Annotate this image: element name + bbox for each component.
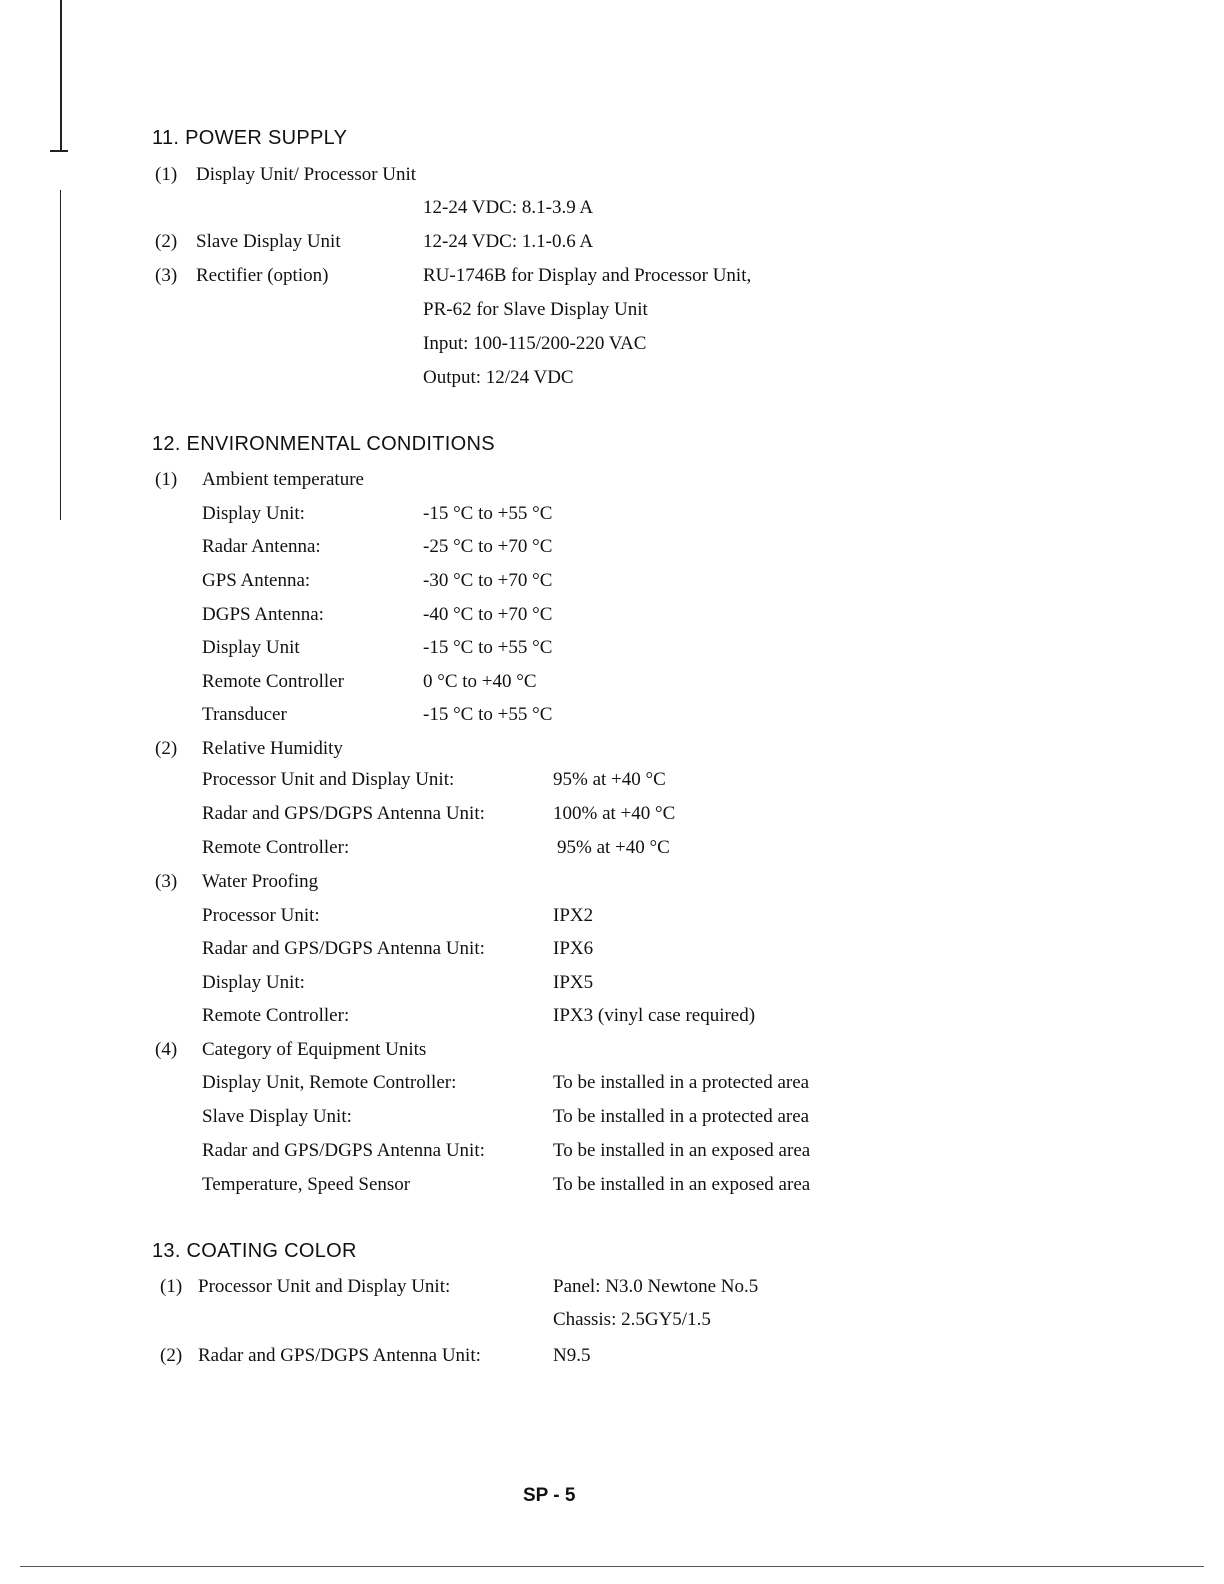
category-row-value: To be installed in an exposed area [553, 1140, 811, 1161]
water-row-label: Remote Controller: [202, 1005, 350, 1026]
temp-num: (1) [155, 469, 178, 490]
temp-row-label: Display Unit: [202, 503, 305, 524]
category-row-value: To be installed in a protected area [553, 1072, 810, 1093]
temp-row-label: Transducer [202, 704, 287, 725]
category-row-label: Radar and GPS/DGPS Antenna Unit: [202, 1140, 485, 1161]
s13-item2-label: Radar and GPS/DGPS Antenna Unit: [198, 1345, 481, 1366]
section-13-heading: 13. COATING COLOR [152, 1240, 357, 1262]
temp-row-label: DGPS Antenna: [202, 604, 324, 625]
s13-item2-num: (2) [160, 1345, 183, 1366]
humidity-row-value: 95% at +40 °C [553, 769, 666, 790]
s13-item1-line: Panel: N3.0 Newtone No.5 [553, 1276, 759, 1297]
water-row-value: IPX6 [553, 938, 594, 959]
humidity-row-value: 95% at +40 °C [557, 837, 670, 858]
margin-rule-top [60, 0, 62, 150]
water-title: Water Proofing [202, 871, 319, 892]
s11-item3-line: Input: 100-115/200-220 VAC [423, 333, 647, 354]
s11-item2-label: Slave Display Unit [196, 231, 341, 252]
temp-row-label: Display Unit [202, 637, 300, 658]
category-row-value: To be installed in an exposed area [553, 1174, 811, 1195]
bottom-rule [20, 1566, 1204, 1567]
s13-item2-value: N9.5 [553, 1345, 591, 1366]
water-row-label: Display Unit: [202, 972, 305, 993]
temp-row-value: 0 °C to +40 °C [423, 671, 537, 692]
humidity-row-label: Remote Controller: [202, 837, 350, 858]
water-row-value: IPX3 (vinyl case required) [553, 1005, 756, 1026]
temp-row-label: Remote Controller [202, 671, 344, 692]
temp-row-label: Radar Antenna: [202, 536, 321, 557]
s11-item3-label: Rectifier (option) [196, 265, 329, 286]
humidity-row-label: Radar and GPS/DGPS Antenna Unit: [202, 803, 485, 824]
page-number: SP - 5 [523, 1485, 576, 1506]
water-num: (3) [155, 871, 178, 892]
temp-row-value: -15 °C to +55 °C [423, 704, 553, 725]
category-row-label: Temperature, Speed Sensor [202, 1174, 411, 1195]
temp-row-value: -25 °C to +70 °C [423, 536, 553, 557]
s11-item2-num: (2) [155, 231, 178, 252]
temp-row-value: -15 °C to +55 °C [423, 503, 553, 524]
temp-title: Ambient temperature [202, 469, 364, 490]
s11-item1-label: Display Unit/ Processor Unit [196, 164, 417, 185]
humidity-row-value: 100% at +40 °C [553, 803, 676, 824]
category-num: (4) [155, 1039, 178, 1060]
category-row-label: Display Unit, Remote Controller: [202, 1072, 457, 1093]
humidity-row-label: Processor Unit and Display Unit: [202, 769, 455, 790]
s13-item1-line: Chassis: 2.5GY5/1.5 [553, 1309, 711, 1330]
temp-row-value: -40 °C to +70 °C [423, 604, 553, 625]
s11-item3-num: (3) [155, 265, 178, 286]
water-row-value: IPX5 [553, 972, 594, 993]
temp-row-value: -15 °C to +55 °C [423, 637, 553, 658]
temp-row-value: -30 °C to +70 °C [423, 570, 553, 591]
s11-item3-line: Output: 12/24 VDC [423, 367, 574, 388]
category-row-label: Slave Display Unit: [202, 1106, 352, 1127]
s11-item3-line: RU-1746B for Display and Processor Unit, [423, 265, 752, 286]
humidity-num: (2) [155, 738, 178, 759]
s13-item1-num: (1) [160, 1276, 183, 1297]
margin-rule-tick [50, 150, 68, 152]
water-row-label: Processor Unit: [202, 905, 320, 926]
s11-item2-value: 12-24 VDC: 1.1-0.6 A [423, 231, 594, 252]
category-title: Category of Equipment Units [202, 1039, 427, 1060]
humidity-title: Relative Humidity [202, 738, 343, 759]
s11-item1-value: 12-24 VDC: 8.1-3.9 A [423, 197, 594, 218]
s11-item1-num: (1) [155, 164, 178, 185]
s11-item3-line: PR-62 for Slave Display Unit [423, 299, 648, 320]
water-row-value: IPX2 [553, 905, 594, 926]
section-12-heading: 12. ENVIRONMENTAL CONDITIONS [152, 433, 495, 455]
s13-item1-label: Processor Unit and Display Unit: [198, 1276, 451, 1297]
category-row-value: To be installed in a protected area [553, 1106, 810, 1127]
section-11-heading: 11. POWER SUPPLY [152, 127, 348, 149]
water-row-label: Radar and GPS/DGPS Antenna Unit: [202, 938, 485, 959]
margin-rule-middle [60, 190, 61, 520]
temp-row-label: GPS Antenna: [202, 570, 311, 591]
